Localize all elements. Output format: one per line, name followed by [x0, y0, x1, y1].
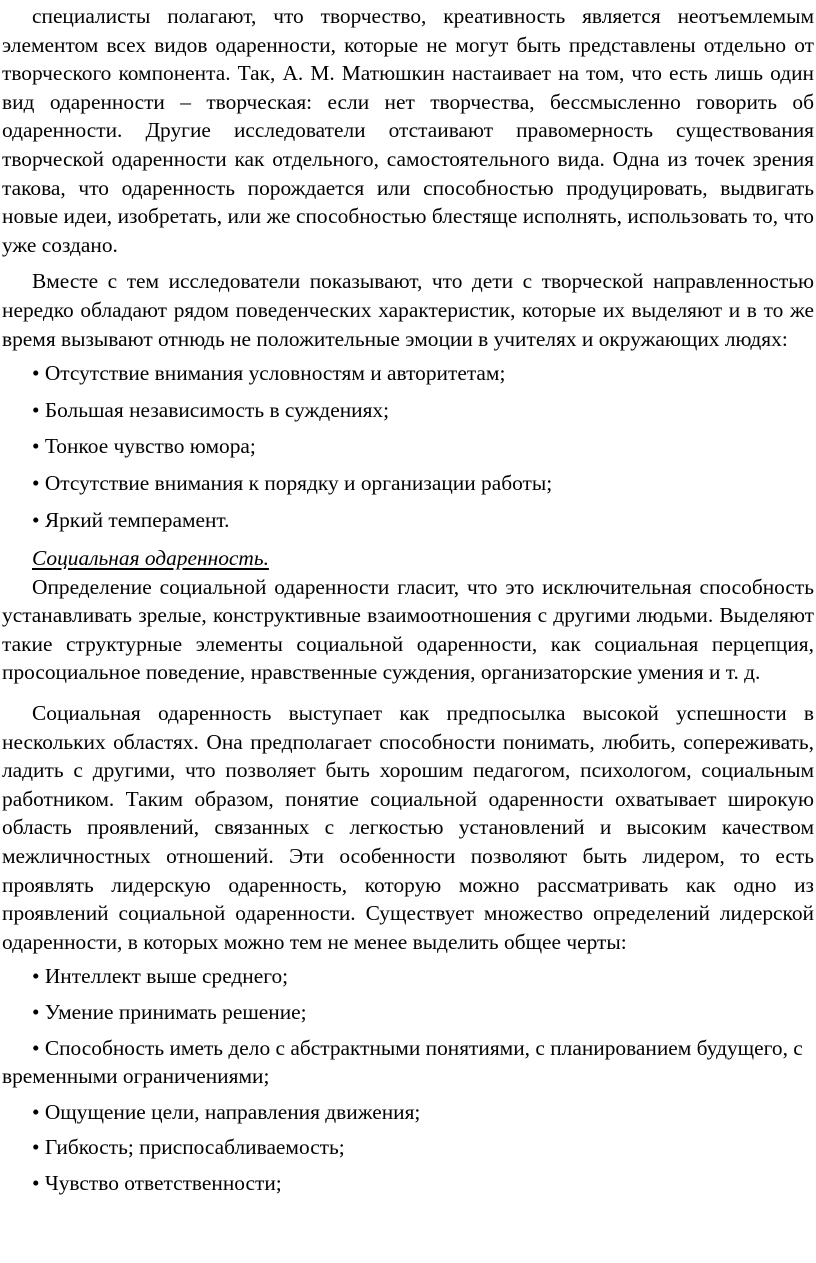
paragraph-social-definition: Определение социальной одаренности гласит, что это исключительная способность устанавливать зрелые, конструктивные взаимоотношения с другими людьми. Выделяют такие структурные элементы социальной одаренности, как социальная перцепция, просоциальное поведение, нравственные суждения, организаторские умения и т. д. — [2, 574, 814, 685]
list-item: • Тонкое чувство юмора; — [32, 434, 256, 459]
list-item: • Большая независимость в суждениях; — [32, 397, 390, 422]
paragraph-creative-children: Вместе с тем исследователи показывают, что дети с творческой направленностью нередко обладают рядом поведенческих характеристик, которые их выделяют и в то же время вызывают отнюдь не положительные эмоции в учителях и окружающих людях: — [2, 269, 814, 351]
paragraph-social-success: Социальная одаренность выступает как предпосылка высокой успешности в нескольких областях. Она предполагает способности понимать, любить, сопереживать, ладить с другими, что позволяет быть хорошим педагогом, психологом, социальным работником. Таким образом, понятие социальной одаренности охватывает широкую область проявлений, связанных с легкостью установлений и высоким качеством межличностных отношений. Эти особенности позволяют быть лидером, то есть проявлять лидерскую одаренность, которую можно рассматривать как одно из проявлений социальной одаренности. Существует множество определений лидерской одаренности, в которых можно тем не менее выделить общее черты: — [2, 701, 814, 954]
section-heading-social-giftedness: Социальная одаренность. — [32, 546, 269, 571]
list-item: • Способность иметь дело с абстрактными понятиями, с планированием будущего, с временными ограничениями; — [2, 1035, 803, 1089]
paragraph-creativity-views: специалисты полагают, что творчество, креативность является неотъемлемым элементом всех видов одаренности, которые не могут быть представлены отдельно от творческого компонента. Так, А. М. Матюшкин настаивает на том, что есть лишь один вид одаренности – творческая: если нет творчества, бессмысленно говорить об одаренности. Другие исследователи отстаивают правомерность существования творческой одаренности как отдельного, самостоятельного вида. Одна из точек зрения такова, что одаренность порождается или способностью продуцировать, выдвигать новые идеи, изобретать, или же способностью блестяще исполнять, использовать то, что уже создано. — [2, 4, 814, 257]
list-item: • Умение принимать решение; — [32, 1000, 307, 1024]
list-item: • Чувство ответственности; — [32, 1170, 282, 1195]
leadership-traits-list — [2, 962, 814, 1197]
list-item: • Интеллект выше среднего; — [32, 964, 289, 989]
creative-traits-list — [2, 359, 814, 534]
list-item: • Яркий темперамент. — [32, 507, 230, 532]
list-item: • Ощущение цели, направления движения; — [32, 1099, 421, 1124]
list-item: • Отсутствие внимания к порядку и организации работы; — [32, 470, 553, 495]
list-item: • Гибкость; приспосабливаемость; — [32, 1135, 345, 1160]
list-item: • Отсутствие внимания условностям и авторитетам; — [32, 361, 506, 386]
